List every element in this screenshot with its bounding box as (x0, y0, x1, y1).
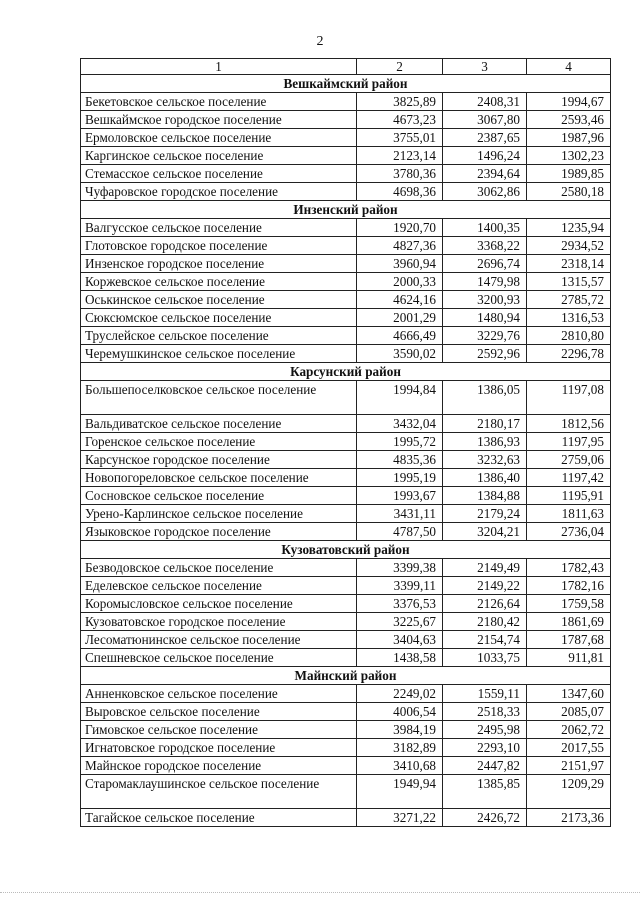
value-cell-col4: 1989,85 (527, 165, 611, 183)
value-cell-col4: 1782,43 (527, 559, 611, 577)
district-header-row (81, 201, 611, 219)
value-cell-col2: 3225,67 (357, 613, 443, 631)
table-row (81, 487, 611, 505)
value-cell-col2: 3271,22 (357, 809, 443, 827)
settlement-name-cell: Спешневское сельское поселение (81, 649, 357, 667)
table-row (81, 577, 611, 595)
value-cell-col4: 1811,63 (527, 505, 611, 523)
district-name: Майнский район (81, 667, 611, 685)
value-cell-col4: 1316,53 (527, 309, 611, 327)
value-cell-col2: 1438,58 (357, 649, 443, 667)
value-cell-col4: 2085,07 (527, 703, 611, 721)
value-cell-col2: 3399,38 (357, 559, 443, 577)
value-cell-col4: 2785,72 (527, 291, 611, 309)
value-cell-col2: 1995,72 (357, 433, 443, 451)
table-body (81, 75, 611, 827)
table-row (81, 291, 611, 309)
value-cell-col4: 2593,46 (527, 111, 611, 129)
settlement-name-cell: Коржевское сельское поселение (81, 273, 357, 291)
value-cell-col3: 2426,72 (443, 809, 527, 827)
settlement-name-cell: Большепоселковское сельское поселение (81, 381, 357, 415)
settlements-table (80, 58, 611, 827)
value-cell-col2: 4787,50 (357, 523, 443, 541)
value-cell-col4: 1987,96 (527, 129, 611, 147)
value-cell-col4: 2580,18 (527, 183, 611, 201)
value-cell-col3: 2394,64 (443, 165, 527, 183)
value-cell-col3: 2495,98 (443, 721, 527, 739)
value-cell-col4: 1195,91 (527, 487, 611, 505)
settlement-name-cell: Майнское городское поселение (81, 757, 357, 775)
header-row (81, 59, 611, 75)
settlement-name-cell: Новопогореловское сельское поселение (81, 469, 357, 487)
district-header-row (81, 667, 611, 685)
table-row (81, 255, 611, 273)
value-cell-col4: 2017,55 (527, 739, 611, 757)
value-cell-col3: 1385,85 (443, 775, 527, 809)
settlement-name-cell: Игнатовское городское поселение (81, 739, 357, 757)
value-cell-col2: 1949,94 (357, 775, 443, 809)
value-cell-col4: 1994,67 (527, 93, 611, 111)
settlement-name-cell: Оськинское сельское поселение (81, 291, 357, 309)
value-cell-col3: 2387,65 (443, 129, 527, 147)
value-cell-col4: 2736,04 (527, 523, 611, 541)
table-row (81, 649, 611, 667)
value-cell-col4: 1197,42 (527, 469, 611, 487)
settlement-name-cell: Безводовское сельское поселение (81, 559, 357, 577)
value-cell-col4: 1235,94 (527, 219, 611, 237)
settlement-name-cell: Карсунское городское поселение (81, 451, 357, 469)
table-row (81, 219, 611, 237)
settlement-name-cell: Инзенское городское поселение (81, 255, 357, 273)
table-row (81, 273, 611, 291)
value-cell-col3: 2154,74 (443, 631, 527, 649)
district-header-row (81, 75, 611, 93)
value-cell-col2: 4835,36 (357, 451, 443, 469)
value-cell-col4: 1861,69 (527, 613, 611, 631)
value-cell-col3: 3232,63 (443, 451, 527, 469)
settlement-name-cell: Глотовское городское поселение (81, 237, 357, 255)
table-row (81, 505, 611, 523)
district-name: Вешкаймский район (81, 75, 611, 93)
table-row (81, 685, 611, 703)
value-cell-col2: 4673,23 (357, 111, 443, 129)
settlement-name-cell: Черемушкинское сельское поселение (81, 345, 357, 363)
value-cell-col4: 1315,57 (527, 273, 611, 291)
settlement-name-cell: Вальдиватское сельское поселение (81, 415, 357, 433)
value-cell-col3: 1386,93 (443, 433, 527, 451)
table-row (81, 381, 611, 415)
value-cell-col3: 3200,93 (443, 291, 527, 309)
value-cell-col3: 2126,64 (443, 595, 527, 613)
table-row (81, 147, 611, 165)
value-cell-col4: 1302,23 (527, 147, 611, 165)
settlement-name-cell: Стемасское сельское поселение (81, 165, 357, 183)
table-row (81, 739, 611, 757)
table-row (81, 165, 611, 183)
table-row (81, 775, 611, 809)
settlement-name-cell: Языковское городское поселение (81, 523, 357, 541)
value-cell-col4: 1197,95 (527, 433, 611, 451)
district-header-row (81, 363, 611, 381)
value-cell-col2: 2123,14 (357, 147, 443, 165)
table-row (81, 523, 611, 541)
settlement-name-cell: Гимовское сельское поселение (81, 721, 357, 739)
value-cell-col2: 3960,94 (357, 255, 443, 273)
district-header-row (81, 541, 611, 559)
settlement-name-cell: Урено-Карлинское сельское поселение (81, 505, 357, 523)
value-cell-col4: 2318,14 (527, 255, 611, 273)
district-name: Инзенский район (81, 201, 611, 219)
value-cell-col3: 1559,11 (443, 685, 527, 703)
value-cell-col4: 1782,16 (527, 577, 611, 595)
value-cell-col4: 2151,97 (527, 757, 611, 775)
value-cell-col4: 1812,56 (527, 415, 611, 433)
table-row (81, 809, 611, 827)
table-row (81, 703, 611, 721)
value-cell-col3: 2149,22 (443, 577, 527, 595)
table-row (81, 721, 611, 739)
value-cell-col4: 1209,29 (527, 775, 611, 809)
page-number: 2 (316, 34, 324, 49)
table-row (81, 111, 611, 129)
value-cell-col2: 3182,89 (357, 739, 443, 757)
table-row (81, 595, 611, 613)
value-cell-col4: 2173,36 (527, 809, 611, 827)
column-header: 1 (81, 59, 357, 75)
table-row (81, 345, 611, 363)
district-name: Кузоватовский район (81, 541, 611, 559)
settlement-name-cell: Сюксюмское сельское поселение (81, 309, 357, 327)
value-cell-col2: 3431,11 (357, 505, 443, 523)
value-cell-col2: 3376,53 (357, 595, 443, 613)
value-cell-col2: 4666,49 (357, 327, 443, 345)
value-cell-col2: 2249,02 (357, 685, 443, 703)
value-cell-col3: 1386,05 (443, 381, 527, 415)
value-cell-col2: 3780,36 (357, 165, 443, 183)
table-row (81, 559, 611, 577)
value-cell-col4: 2810,80 (527, 327, 611, 345)
settlement-name-cell: Выровское сельское поселение (81, 703, 357, 721)
value-cell-col3: 3062,86 (443, 183, 527, 201)
column-header: 3 (443, 59, 527, 75)
value-cell-col2: 3825,89 (357, 93, 443, 111)
value-cell-col3: 2293,10 (443, 739, 527, 757)
value-cell-col3: 2180,42 (443, 613, 527, 631)
value-cell-col4: 2062,72 (527, 721, 611, 739)
table-row (81, 309, 611, 327)
settlement-name-cell: Бекетовское сельское поселение (81, 93, 357, 111)
table-row (81, 469, 611, 487)
table-row (81, 415, 611, 433)
value-cell-col4: 1197,08 (527, 381, 611, 415)
value-cell-col2: 1994,84 (357, 381, 443, 415)
value-cell-col2: 1920,70 (357, 219, 443, 237)
value-cell-col3: 2592,96 (443, 345, 527, 363)
table-row (81, 451, 611, 469)
value-cell-col2: 4624,16 (357, 291, 443, 309)
settlement-name-cell: Ермоловское сельское поселение (81, 129, 357, 147)
table-row (81, 631, 611, 649)
value-cell-col3: 2696,74 (443, 255, 527, 273)
value-cell-col2: 3984,19 (357, 721, 443, 739)
value-cell-col3: 2447,82 (443, 757, 527, 775)
settlement-name-cell: Горенское сельское поселение (81, 433, 357, 451)
value-cell-col3: 3067,80 (443, 111, 527, 129)
page-edge-line (0, 892, 640, 893)
table-row (81, 183, 611, 201)
table-row (81, 237, 611, 255)
value-cell-col4: 2934,52 (527, 237, 611, 255)
value-cell-col2: 3590,02 (357, 345, 443, 363)
value-cell-col2: 1995,19 (357, 469, 443, 487)
value-cell-col4: 2296,78 (527, 345, 611, 363)
settlement-name-cell: Тагайское сельское поселение (81, 809, 357, 827)
settlement-name-cell: Каргинское сельское поселение (81, 147, 357, 165)
table-row (81, 93, 611, 111)
value-cell-col3: 2180,17 (443, 415, 527, 433)
settlement-name-cell: Коромысловское сельское поселение (81, 595, 357, 613)
value-cell-col4: 911,81 (527, 649, 611, 667)
settlement-name-cell: Лесоматюнинское сельское поселение (81, 631, 357, 649)
table-row (81, 757, 611, 775)
value-cell-col3: 1479,98 (443, 273, 527, 291)
table-row (81, 433, 611, 451)
table-row (81, 327, 611, 345)
value-cell-col2: 4698,36 (357, 183, 443, 201)
value-cell-col4: 1759,58 (527, 595, 611, 613)
value-cell-col2: 4006,54 (357, 703, 443, 721)
value-cell-col3: 2179,24 (443, 505, 527, 523)
settlement-name-cell: Валгусское сельское поселение (81, 219, 357, 237)
value-cell-col3: 1496,24 (443, 147, 527, 165)
settlement-name-cell: Сосновское сельское поселение (81, 487, 357, 505)
settlement-name-cell: Труслейское сельское поселение (81, 327, 357, 345)
value-cell-col2: 3399,11 (357, 577, 443, 595)
value-cell-col4: 1787,68 (527, 631, 611, 649)
column-header: 4 (527, 59, 611, 75)
settlement-name-cell: Анненковское сельское поселение (81, 685, 357, 703)
value-cell-col2: 3432,04 (357, 415, 443, 433)
settlement-name-cell: Кузоватовское городское поселение (81, 613, 357, 631)
value-cell-col4: 2759,06 (527, 451, 611, 469)
settlement-name-cell: Вешкаймское городское поселение (81, 111, 357, 129)
table-row (81, 613, 611, 631)
value-cell-col3: 1384,88 (443, 487, 527, 505)
value-cell-col3: 1480,94 (443, 309, 527, 327)
value-cell-col2: 3404,63 (357, 631, 443, 649)
value-cell-col3: 1400,35 (443, 219, 527, 237)
value-cell-col3: 2149,49 (443, 559, 527, 577)
settlement-name-cell: Старомаклаушинское сельское поселение (81, 775, 357, 809)
value-cell-col2: 4827,36 (357, 237, 443, 255)
value-cell-col2: 1993,67 (357, 487, 443, 505)
settlement-name-cell: Чуфаровское городское поселение (81, 183, 357, 201)
value-cell-col3: 1386,40 (443, 469, 527, 487)
value-cell-col3: 3229,76 (443, 327, 527, 345)
district-name: Карсунский район (81, 363, 611, 381)
value-cell-col3: 2518,33 (443, 703, 527, 721)
value-cell-col2: 3410,68 (357, 757, 443, 775)
value-cell-col3: 3204,21 (443, 523, 527, 541)
value-cell-col3: 2408,31 (443, 93, 527, 111)
value-cell-col2: 2001,29 (357, 309, 443, 327)
value-cell-col3: 1033,75 (443, 649, 527, 667)
column-header: 2 (357, 59, 443, 75)
value-cell-col3: 3368,22 (443, 237, 527, 255)
table-row (81, 129, 611, 147)
value-cell-col2: 2000,33 (357, 273, 443, 291)
value-cell-col4: 1347,60 (527, 685, 611, 703)
value-cell-col2: 3755,01 (357, 129, 443, 147)
settlement-name-cell: Еделевское сельское поселение (81, 577, 357, 595)
